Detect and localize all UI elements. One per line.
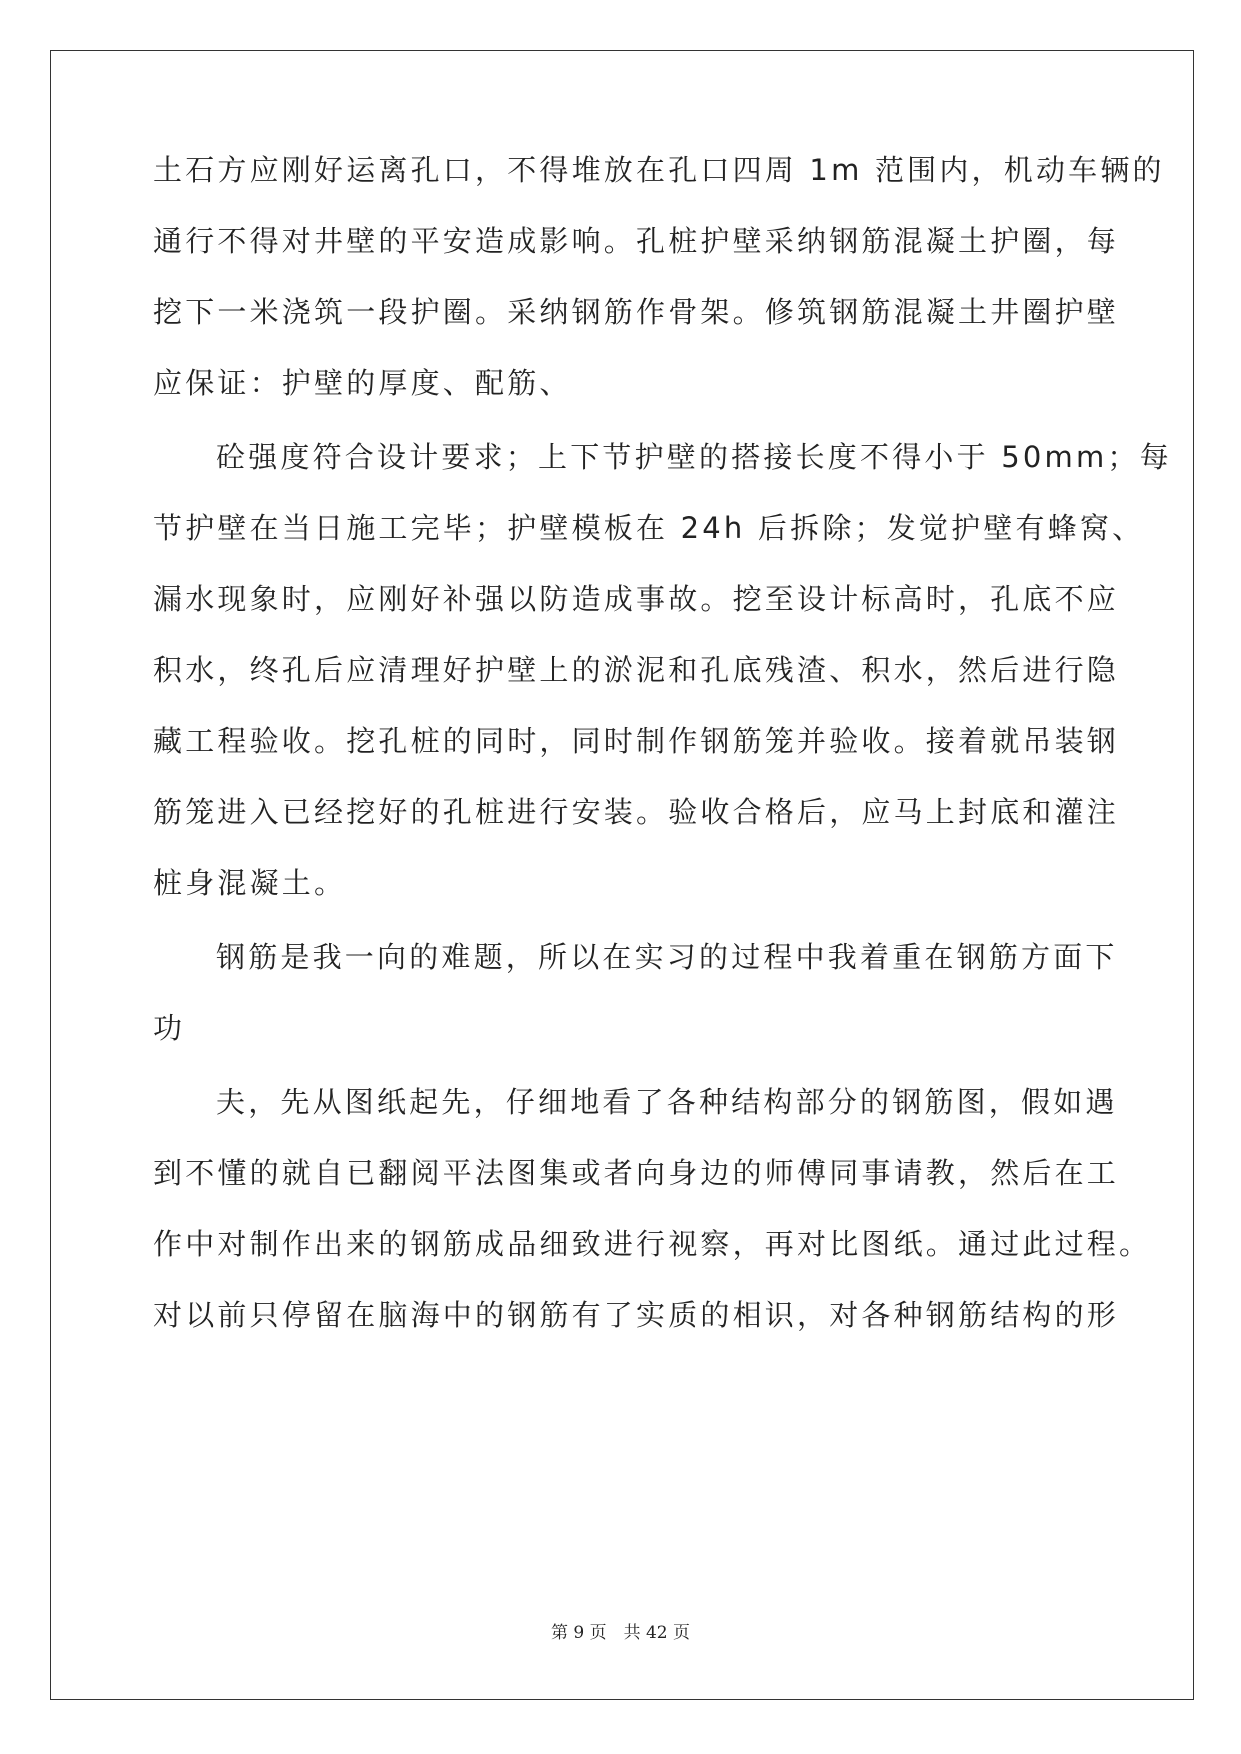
page-number-footer: 第 9 页 共 42 页 [550,1623,691,1643]
text-line: 通行不得对井壁的平安造成影响。孔桩护壁采纳钢筋混凝土护圈，每 [153,224,1120,258]
text-line: 作中对制作出来的钢筋成品细致进行视察，再对比图纸。通过此过程。 [153,1227,1152,1261]
text-line: 钢筋是我一向的难题，所以在实习的过程中我着重在钢筋方面下 [216,940,1118,974]
text-line: 到不懂的就自已翻阅平法图集或者向身边的师傅同事请教，然后在工 [153,1156,1120,1190]
text-line: 挖下一米浇筑一段护圈。采纳钢筋作骨架。修筑钢筋混凝土井圈护壁 [153,295,1120,329]
text-line: 筋笼进入已经挖好的孔桩进行安装。验收合格后，应马上封底和灌注 [153,795,1120,829]
text-line: 藏工程验收。挖孔桩的同时，同时制作钢筋笼并验收。接着就吊装钢 [153,724,1120,758]
text-line: 砼强度符合设计要求；上下节护壁的搭接长度不得小于 50mm；每 [216,440,1172,474]
text-line: 节护壁在当日施工完毕；护壁模板在 24h 后拆除；发觉护壁有蜂窝、 [153,511,1145,545]
text-line: 应保证：护壁的厚度、配筋、 [153,366,572,400]
text-line: 对以前只停留在脑海中的钢筋有了实质的相识，对各种钢筋结构的形 [153,1298,1120,1332]
text-line: 桩身混凝土。 [153,866,347,900]
text-line: 积水，终孔后应清理好护壁上的淤泥和孔底残渣、积水，然后进行隐 [153,653,1120,687]
text-line: 功 [153,1011,186,1045]
text-line: 土石方应刚好运离孔口，不得堆放在孔口四周 1m 范围内，机动车辆的 [153,153,1165,187]
text-line: 夫，先从图纸起先，仔细地看了各种结构部分的钢筋图，假如遇 [216,1085,1118,1119]
text-line: 漏水现象时，应刚好补强以防造成事故。挖至设计标高时，孔底不应 [153,582,1120,616]
